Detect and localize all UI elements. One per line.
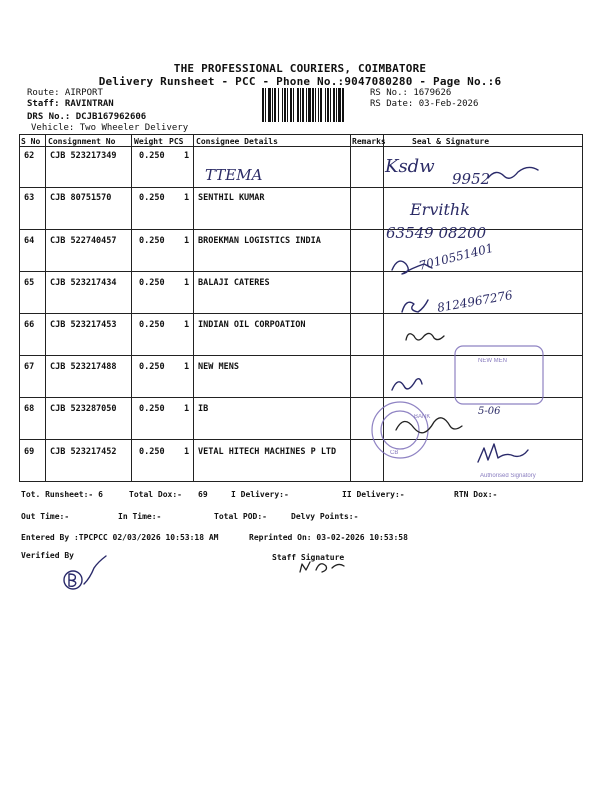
- reprinted-on: Reprinted On: 03-02-2026 10:53:58: [249, 533, 408, 542]
- signature-scribble: [392, 379, 422, 390]
- ii-delivery: II Delivery:-: [342, 490, 405, 499]
- row-sno: 66: [24, 320, 35, 330]
- row-consignment: CJB 523217488: [50, 362, 117, 372]
- row-sno: 63: [24, 193, 35, 203]
- row-sno: 69: [24, 447, 35, 457]
- stamp-box: [455, 346, 543, 404]
- row-consignee: NEW MENS: [198, 362, 239, 372]
- col-remarks: Remarks: [352, 137, 386, 146]
- staff-signature-mark: [300, 562, 344, 572]
- row-pcs: 1: [184, 320, 190, 330]
- signature-scribble: [488, 167, 538, 178]
- row-weight: 0.250: [139, 193, 165, 203]
- row-consignment: CJB 523217349: [50, 151, 117, 161]
- row-weight: 0.250: [139, 236, 165, 246]
- handwritten-consignee: TTEMA: [205, 166, 263, 184]
- col-pcs: PCS: [169, 137, 184, 146]
- total-dox-value: 69: [198, 490, 208, 499]
- stamp-text: NEW MEN: [478, 358, 507, 364]
- row-consignee: BALAJI CATERES: [198, 278, 270, 288]
- row-consignee: SENTHIL KUMAR: [198, 193, 265, 203]
- vehicle-label: Vehicle: Two Wheeler Delivery: [31, 123, 189, 133]
- col-weight: Weight: [134, 137, 163, 146]
- row-consignee: BROEKMAN LOGISTICS INDIA: [198, 236, 321, 246]
- row-weight: 0.250: [139, 278, 165, 288]
- row-consignment: CJB 523287050: [50, 404, 117, 414]
- handwritten-phone: 8124967276: [436, 287, 514, 315]
- signature-scribble: [396, 418, 462, 433]
- row-weight: 0.250: [139, 404, 165, 414]
- row-sno: 67: [24, 362, 35, 372]
- staff-label: Staff: RAVINTRAN: [27, 99, 114, 109]
- row-weight: 0.250: [139, 320, 165, 330]
- signature-scribble: [406, 333, 444, 340]
- handwritten-phone: 63549 08200: [386, 224, 487, 242]
- route-label: Route: AIRPORT: [27, 88, 103, 98]
- row-sno: 65: [24, 278, 35, 288]
- row-pcs: 1: [184, 151, 190, 161]
- seal-text: BANK: [414, 414, 431, 420]
- row-sno: 62: [24, 151, 35, 161]
- handwritten-signature: Ksdw: [385, 156, 435, 177]
- col-seal-signature: Seal & Signature: [412, 137, 490, 146]
- row-consignment: CJB 523217434: [50, 278, 117, 288]
- rs-number: RS No.: 1679626: [370, 88, 452, 98]
- verified-by: Verified By: [21, 551, 74, 560]
- stamp-authorised: Authorised Signatory: [480, 473, 536, 479]
- signature-scribble: [478, 444, 528, 462]
- col-sno: S No: [21, 137, 41, 146]
- seal-text: CB: [390, 450, 399, 456]
- runsheet-subtitle: Delivery Runsheet - PCC - Phone No.:9047080280 - Page No.:6: [98, 75, 502, 88]
- col-consignment: Consignment No: [48, 137, 116, 146]
- rs-date: RS Date: 03-Feb-2026: [370, 99, 479, 109]
- row-pcs: 1: [184, 447, 190, 457]
- row-sno: 68: [24, 404, 35, 414]
- staff-signature-label: Staff Signature: [272, 553, 345, 562]
- row-pcs: 1: [184, 404, 190, 414]
- row-sno: 64: [24, 236, 35, 246]
- delivery-points: Delvy Points:-: [291, 512, 359, 521]
- handwritten-signature: Ervithk: [410, 200, 470, 219]
- entered-by: Entered By :TPCPCC 02/03/2026 10:53:18 AM: [21, 533, 219, 542]
- i-delivery: I Delivery:-: [231, 490, 289, 499]
- row-consignment: CJB 523217453: [50, 320, 117, 330]
- rtn-dox: RTN Dox:-: [454, 490, 498, 499]
- handwritten-phone: 9952: [452, 170, 491, 188]
- row-consignee: IB: [198, 404, 209, 414]
- row-pcs: 1: [184, 236, 190, 246]
- row-pcs: 1: [184, 362, 190, 372]
- out-time: Out Time:-: [21, 512, 70, 521]
- row-consignee: INDIAN OIL CORPOATION: [198, 320, 306, 330]
- row-pcs: 1: [184, 278, 190, 288]
- signature-scribble: [402, 300, 428, 312]
- total-runsheet: Tot. Runsheet:- 6: [21, 490, 103, 499]
- total-pod: Total POD:-: [214, 512, 267, 521]
- row-consignee: VETAL HITECH MACHINES P LTD: [198, 447, 337, 457]
- row-consignment: CJB 80751570: [50, 193, 112, 203]
- handwritten-phone: 7010551401: [417, 240, 495, 273]
- bank-seal: [372, 402, 431, 458]
- row-consignment: CJB 523217452: [50, 447, 117, 457]
- row-weight: 0.250: [139, 362, 165, 372]
- drs-number: DRS No.: DCJB167962606: [27, 112, 147, 122]
- row-weight: 0.250: [139, 447, 165, 457]
- company-title: THE PROFESSIONAL COURIERS, COIMBATORE: [173, 62, 427, 75]
- col-consignee: Consignee Details: [196, 137, 278, 146]
- total-dox: Total Dox:-: [129, 490, 182, 499]
- handwritten-date: 5-06: [478, 406, 501, 417]
- row-pcs: 1: [184, 193, 190, 203]
- row-weight: 0.250: [139, 151, 165, 161]
- in-time: In Time:-: [118, 512, 162, 521]
- row-consignment: CJB 522740457: [50, 236, 117, 246]
